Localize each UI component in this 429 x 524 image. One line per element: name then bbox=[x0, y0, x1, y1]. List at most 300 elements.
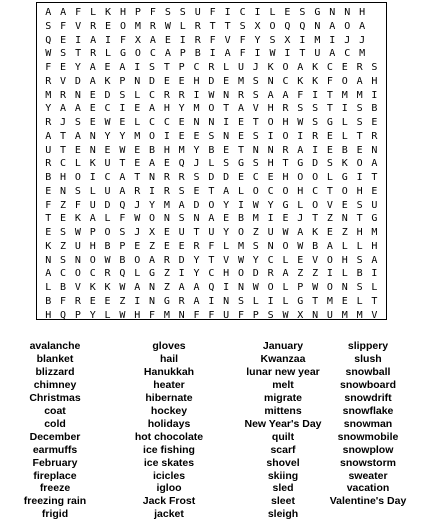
grid-letter: R bbox=[178, 172, 185, 183]
grid-letter: O bbox=[282, 240, 289, 252]
grid-row bbox=[37, 226, 386, 240]
grid-letter: E bbox=[89, 89, 96, 101]
grid-letter: N bbox=[60, 185, 67, 197]
grid-letter: C bbox=[104, 103, 111, 115]
grid-letter: S bbox=[223, 158, 230, 170]
grid-letter: N bbox=[223, 295, 230, 307]
grid-letter: A bbox=[267, 89, 274, 101]
grid-letter: E bbox=[163, 75, 170, 87]
grid-letter: W bbox=[297, 240, 304, 252]
grid-letter: S bbox=[149, 62, 156, 73]
grid-letter: E bbox=[134, 158, 141, 170]
grid-letter: T bbox=[163, 62, 170, 73]
grid-letter: D bbox=[149, 75, 156, 87]
grid-letter: S bbox=[267, 309, 274, 321]
grid-letter: A bbox=[149, 34, 156, 46]
grid-letter: Z bbox=[163, 268, 170, 280]
grid-letter: R bbox=[45, 75, 52, 87]
grid-letter: F bbox=[237, 309, 244, 321]
grid-letter: O bbox=[149, 213, 156, 225]
grid-letter: A bbox=[178, 282, 185, 293]
grid-letter: E bbox=[237, 172, 244, 183]
grid-letter: J bbox=[297, 213, 304, 225]
grid-letter: L bbox=[269, 7, 276, 18]
grid-letter: M bbox=[45, 89, 52, 101]
grid-letter: G bbox=[341, 172, 348, 183]
grid-letter: N bbox=[149, 282, 156, 293]
grid-row bbox=[37, 6, 386, 20]
grid-letter: A bbox=[89, 62, 96, 73]
grid-letter: H bbox=[89, 240, 96, 252]
grid-letter: G bbox=[237, 158, 244, 170]
grid-letter: T bbox=[193, 227, 200, 238]
grid-letter: B bbox=[149, 144, 156, 156]
grid-letter: O bbox=[134, 48, 141, 60]
grid-letter: E bbox=[178, 75, 185, 87]
grid-letter: R bbox=[163, 254, 170, 266]
grid-letter: D bbox=[104, 199, 111, 211]
word-list-item: sweater bbox=[348, 469, 388, 482]
grid-letter: K bbox=[312, 227, 319, 238]
grid-letter: X bbox=[297, 309, 304, 321]
grid-letter: I bbox=[356, 172, 363, 183]
grid-letter: E bbox=[89, 295, 96, 307]
grid-row bbox=[37, 89, 386, 103]
grid-letter: J bbox=[359, 34, 366, 46]
grid-letter: F bbox=[60, 295, 67, 307]
grid-letter: L bbox=[104, 213, 111, 225]
grid-letter: O bbox=[341, 185, 348, 197]
grid-letter: H bbox=[45, 309, 52, 321]
word-list-item: slush bbox=[354, 352, 382, 365]
grid-letter: T bbox=[134, 172, 141, 183]
grid-letter: T bbox=[237, 144, 244, 156]
grid-letter: V bbox=[74, 282, 81, 293]
grid-letter: E bbox=[341, 62, 348, 73]
grid-letter: A bbox=[45, 7, 52, 18]
word-list-item: snowstorm bbox=[339, 456, 396, 469]
grid-letter: A bbox=[326, 240, 333, 252]
word-list-item: ice skates bbox=[143, 456, 195, 469]
grid-letter: W bbox=[104, 254, 111, 266]
grid-letter: E bbox=[356, 144, 363, 156]
grid-letter: A bbox=[149, 158, 156, 170]
grid-letter: C bbox=[267, 185, 274, 197]
grid-letter: N bbox=[149, 172, 156, 183]
grid-letter: B bbox=[356, 268, 363, 280]
grid-letter: Q bbox=[119, 268, 126, 280]
grid-letter: Y bbox=[223, 227, 230, 238]
grid-letter: O bbox=[282, 62, 289, 73]
grid-letter: E bbox=[267, 172, 274, 183]
grid-letter: I bbox=[149, 185, 156, 197]
grid-letter: R bbox=[208, 62, 215, 73]
grid-letter: E bbox=[119, 117, 126, 128]
grid-letter: S bbox=[119, 89, 126, 101]
grid-letter: N bbox=[267, 144, 274, 156]
word-list-item: blizzard bbox=[35, 365, 75, 378]
grid-letter: C bbox=[193, 62, 200, 73]
word-list-item: New Year's Day bbox=[244, 417, 322, 430]
grid-letter: Y bbox=[193, 268, 200, 280]
grid-letter: N bbox=[178, 309, 185, 321]
grid-letter: L bbox=[223, 240, 230, 252]
grid-letter: A bbox=[149, 103, 156, 115]
grid-letter: J bbox=[252, 62, 259, 73]
grid-letter: A bbox=[45, 130, 52, 142]
grid-letter: I bbox=[267, 130, 274, 142]
grid-letter: R bbox=[74, 295, 81, 307]
word-list-item: hockey bbox=[150, 404, 188, 417]
word-list-item: vacation bbox=[346, 482, 390, 495]
grid-letter: L bbox=[282, 282, 289, 293]
word-list-item: sleet bbox=[271, 495, 295, 508]
grid-letter: A bbox=[208, 213, 215, 225]
grid-letter: O bbox=[74, 268, 81, 280]
grid-letter: S bbox=[299, 7, 306, 18]
grid-letter: L bbox=[104, 309, 111, 321]
grid-letter: S bbox=[45, 20, 52, 32]
grid-letter: L bbox=[105, 48, 112, 60]
grid-letter: F bbox=[326, 75, 333, 87]
grid-letter: N bbox=[344, 7, 351, 18]
word-list-item: melt bbox=[272, 378, 294, 391]
grid-letter: B bbox=[45, 172, 52, 183]
grid-letter: A bbox=[282, 268, 289, 280]
grid-letter: S bbox=[252, 89, 259, 101]
grid-letter: T bbox=[312, 213, 319, 225]
grid-letter: T bbox=[326, 185, 333, 197]
grid-letter: A bbox=[89, 75, 96, 87]
grid-letter: W bbox=[119, 144, 126, 156]
grid-letter: N bbox=[74, 89, 81, 101]
grid-letter: D bbox=[104, 89, 111, 101]
grid-letter: E bbox=[105, 20, 112, 32]
grid-letter: Z bbox=[60, 199, 67, 211]
grid-letter: V bbox=[223, 254, 230, 266]
grid-letter: S bbox=[179, 7, 186, 18]
grid-letter: E bbox=[45, 227, 52, 238]
word-list-item: avalanche bbox=[29, 340, 81, 352]
grid-letter: G bbox=[314, 7, 321, 18]
grid-letter: T bbox=[224, 20, 231, 32]
puzzle-grid bbox=[36, 2, 387, 320]
grid-letter: R bbox=[163, 172, 170, 183]
grid-letter: C bbox=[344, 48, 351, 60]
grid-letter: K bbox=[104, 75, 111, 87]
word-list-item: snowdrift bbox=[344, 391, 392, 404]
grid-row bbox=[37, 47, 386, 61]
grid-letter: R bbox=[282, 144, 289, 156]
grid-letter: F bbox=[149, 7, 156, 18]
grid-letter: S bbox=[237, 295, 244, 307]
grid-letter: L bbox=[134, 268, 141, 280]
grid-letter: T bbox=[208, 185, 215, 197]
word-list-item: gloves bbox=[152, 340, 186, 352]
grid-letter: P bbox=[252, 309, 259, 321]
grid-letter: Q bbox=[60, 309, 67, 321]
grid-letter: E bbox=[104, 62, 111, 73]
grid-letter: P bbox=[89, 227, 96, 238]
grid-letter: E bbox=[284, 7, 291, 18]
grid-letter: H bbox=[193, 75, 200, 87]
grid-row bbox=[37, 61, 386, 75]
grid-letter: H bbox=[60, 172, 67, 183]
grid-letter: F bbox=[45, 62, 52, 73]
grid-letter: R bbox=[45, 158, 52, 170]
grid-letter: H bbox=[163, 103, 170, 115]
grid-letter: P bbox=[119, 75, 126, 87]
grid-letter: G bbox=[149, 268, 156, 280]
grid-letter: R bbox=[60, 89, 67, 101]
grid-letter: T bbox=[209, 20, 216, 32]
grid-letter: I bbox=[299, 34, 306, 46]
grid-letter: W bbox=[297, 117, 304, 128]
grid-letter: N bbox=[208, 117, 215, 128]
grid-letter: E bbox=[60, 34, 67, 46]
grid-letter: Y bbox=[193, 254, 200, 266]
grid-letter: O bbox=[356, 158, 363, 170]
grid-letter: R bbox=[312, 130, 319, 142]
grid-letter: I bbox=[223, 117, 230, 128]
grid-letter: B bbox=[341, 144, 348, 156]
grid-letter: H bbox=[371, 240, 378, 252]
grid-letter: P bbox=[134, 7, 141, 18]
grid-letter: A bbox=[45, 268, 52, 280]
grid-letter: J bbox=[134, 227, 141, 238]
grid-letter: R bbox=[134, 185, 141, 197]
grid-letter: K bbox=[105, 7, 112, 18]
word-list-item: skiing bbox=[267, 469, 299, 482]
grid-letter: A bbox=[297, 62, 304, 73]
grid-letter: L bbox=[341, 268, 348, 280]
grid-letter: A bbox=[60, 7, 67, 18]
grid-letter: I bbox=[284, 48, 291, 60]
grid-letter: Y bbox=[178, 103, 185, 115]
grid-letter: Q bbox=[284, 20, 291, 32]
grid-row bbox=[37, 157, 386, 171]
grid-letter: R bbox=[356, 62, 363, 73]
grid-letter: I bbox=[267, 295, 274, 307]
grid-letter: E bbox=[104, 144, 111, 156]
grid-letter: A bbox=[224, 48, 231, 60]
grid-letter: U bbox=[104, 158, 111, 170]
grid-letter: R bbox=[193, 240, 200, 252]
word-list-item: shovel bbox=[266, 456, 300, 469]
word-list bbox=[0, 340, 429, 524]
grid-letter: N bbox=[163, 213, 170, 225]
grid-letter: N bbox=[134, 75, 141, 87]
word-list-item: snowman bbox=[343, 417, 393, 430]
grid-letter: H bbox=[282, 172, 289, 183]
grid-letter: M bbox=[193, 103, 200, 115]
grid-letter: R bbox=[104, 268, 111, 280]
grid-letter: L bbox=[134, 89, 141, 101]
grid-letter: O bbox=[149, 130, 156, 142]
grid-letter: I bbox=[179, 34, 186, 46]
word-list-item: snowplow bbox=[342, 443, 394, 456]
grid-letter: A bbox=[282, 89, 289, 101]
grid-letter: L bbox=[341, 117, 348, 128]
grid-letter: R bbox=[178, 295, 185, 307]
grid-letter: N bbox=[252, 144, 259, 156]
grid-letter: I bbox=[105, 34, 112, 46]
grid-letter: E bbox=[178, 117, 185, 128]
grid-letter: O bbox=[326, 282, 333, 293]
word-list-item: earmuffs bbox=[32, 443, 78, 456]
grid-letter: P bbox=[179, 48, 186, 60]
grid-row bbox=[37, 254, 386, 268]
word-list-item: coat bbox=[44, 404, 66, 417]
grid-letter: L bbox=[74, 158, 81, 170]
grid-letter: E bbox=[89, 117, 96, 128]
grid-row bbox=[37, 212, 386, 226]
grid-letter: T bbox=[312, 295, 319, 307]
grid-row bbox=[37, 185, 386, 199]
grid-letter: K bbox=[89, 282, 96, 293]
grid-letter: L bbox=[179, 20, 186, 32]
grid-letter: T bbox=[326, 103, 333, 115]
grid-letter: R bbox=[149, 20, 156, 32]
word-list-item: heater bbox=[153, 378, 185, 391]
grid-letter: M bbox=[341, 89, 348, 101]
grid-letter: M bbox=[356, 89, 363, 101]
grid-letter: O bbox=[119, 20, 127, 32]
grid-letter: P bbox=[119, 240, 126, 252]
grid-letter: N bbox=[223, 130, 230, 142]
grid-letter: C bbox=[312, 185, 319, 197]
grid-letter: T bbox=[60, 130, 67, 142]
grid-letter: B bbox=[104, 240, 111, 252]
grid-letter: B bbox=[194, 48, 201, 60]
grid-letter: W bbox=[252, 282, 259, 293]
grid-letter: Z bbox=[312, 268, 319, 280]
grid-letter: G bbox=[371, 213, 378, 225]
grid-letter: H bbox=[163, 144, 170, 156]
grid-letter: V bbox=[312, 254, 319, 266]
grid-letter: Q bbox=[299, 20, 306, 32]
grid-letter: G bbox=[163, 295, 170, 307]
grid-letter: S bbox=[74, 185, 81, 197]
grid-letter: I bbox=[223, 282, 230, 293]
grid-letter: S bbox=[208, 130, 215, 142]
grid-letter: O bbox=[344, 20, 351, 32]
grid-letter: X bbox=[134, 34, 141, 46]
grid-letter: F bbox=[119, 34, 127, 46]
grid-letter: N bbox=[193, 213, 200, 225]
grid-letter: A bbox=[356, 75, 363, 87]
word-list-item: January bbox=[262, 340, 304, 352]
grid-letter: E bbox=[134, 144, 141, 156]
grid-letter: I bbox=[329, 34, 336, 46]
grid-letter: H bbox=[223, 268, 230, 280]
grid-letter: I bbox=[134, 62, 141, 73]
word-list-item: cold bbox=[44, 417, 66, 430]
grid-letter: O bbox=[326, 254, 333, 266]
grid-letter: W bbox=[74, 227, 81, 238]
grid-letter: S bbox=[239, 20, 246, 32]
grid-letter: K bbox=[89, 158, 96, 170]
grid-row bbox=[37, 309, 386, 323]
grid-letter: H bbox=[134, 309, 141, 321]
grid-letter: A bbox=[164, 48, 171, 60]
grid-letter: A bbox=[60, 103, 67, 115]
grid-letter: F bbox=[209, 7, 216, 18]
grid-letter: E bbox=[134, 240, 141, 252]
grid-letter: T bbox=[119, 158, 126, 170]
grid-letter: E bbox=[45, 185, 52, 197]
grid-letter: L bbox=[45, 282, 52, 293]
grid-letter: E bbox=[60, 62, 67, 73]
grid-letter: A bbox=[237, 103, 244, 115]
grid-letter: J bbox=[60, 117, 67, 128]
grid-letter: B bbox=[237, 213, 244, 225]
word-list-item: hot chocolate bbox=[134, 430, 204, 443]
grid-letter: S bbox=[178, 213, 185, 225]
grid-letter: S bbox=[356, 199, 363, 211]
grid-letter: E bbox=[326, 130, 333, 142]
grid-letter: E bbox=[193, 130, 200, 142]
grid-letter: I bbox=[134, 295, 141, 307]
grid-letter: I bbox=[163, 130, 170, 142]
grid-letter: M bbox=[237, 240, 244, 252]
grid-letter: S bbox=[119, 227, 126, 238]
grid-letter: N bbox=[74, 254, 81, 266]
grid-letter: F bbox=[193, 309, 200, 321]
grid-letter: S bbox=[269, 34, 276, 46]
grid-row bbox=[37, 281, 386, 295]
grid-letter: I bbox=[267, 213, 274, 225]
word-list-item: sled bbox=[272, 482, 294, 495]
grid-letter: T bbox=[326, 89, 333, 101]
grid-letter: G bbox=[297, 295, 304, 307]
word-list-item: freeze bbox=[39, 482, 71, 495]
grid-letter: N bbox=[312, 309, 319, 321]
grid-letter: C bbox=[149, 89, 156, 101]
grid-letter: H bbox=[356, 227, 363, 238]
grid-letter: Y bbox=[45, 103, 52, 115]
word-list-item: igloo bbox=[156, 482, 182, 495]
grid-letter: C bbox=[60, 268, 67, 280]
grid-letter: M bbox=[356, 309, 363, 321]
grid-letter: R bbox=[45, 117, 52, 128]
grid-letter: S bbox=[252, 158, 259, 170]
grid-letter: T bbox=[356, 213, 363, 225]
grid-letter: U bbox=[223, 309, 230, 321]
grid-letter: Z bbox=[297, 268, 304, 280]
grid-letter: L bbox=[134, 117, 141, 128]
grid-letter: F bbox=[74, 199, 81, 211]
grid-letter: W bbox=[312, 282, 319, 293]
grid-row bbox=[37, 75, 386, 89]
grid-letter: G bbox=[282, 199, 289, 211]
grid-letter: E bbox=[341, 199, 348, 211]
grid-letter: E bbox=[282, 213, 289, 225]
grid-letter: N bbox=[223, 89, 230, 101]
grid-letter: A bbox=[134, 282, 141, 293]
grid-row bbox=[37, 240, 386, 254]
grid-letter: M bbox=[252, 213, 259, 225]
grid-letter: I bbox=[341, 103, 348, 115]
grid-letter: S bbox=[252, 240, 259, 252]
grid-letter: R bbox=[194, 34, 201, 46]
grid-letter: E bbox=[237, 130, 244, 142]
grid-letter: O bbox=[282, 185, 289, 197]
grid-letter: N bbox=[193, 117, 200, 128]
grid-letter: O bbox=[269, 20, 276, 32]
grid-letter: E bbox=[89, 103, 96, 115]
grid-letter: N bbox=[89, 130, 96, 142]
